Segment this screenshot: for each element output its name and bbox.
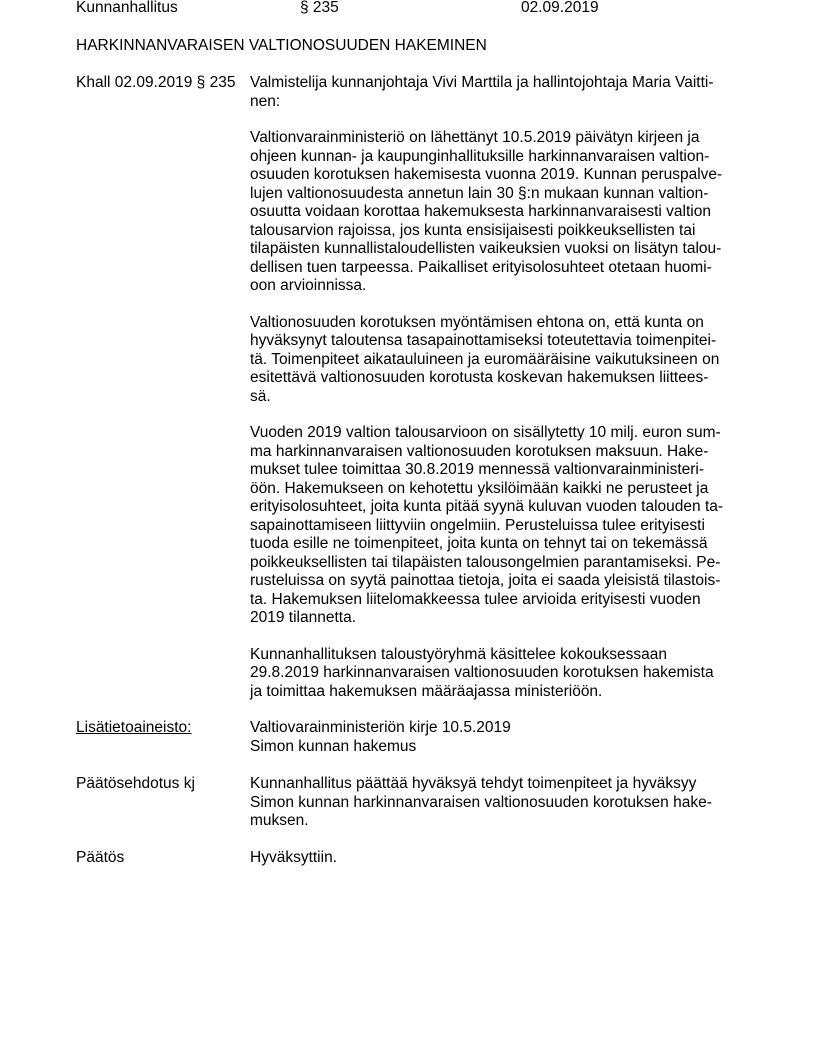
attachment-item: Valtiovarainministeriön kirje 10.5.2019	[250, 719, 511, 736]
attachments-list	[250, 719, 750, 756]
preparer-paragraph	[250, 74, 750, 111]
text-line: muksen.	[250, 812, 309, 829]
text-line: Kunnanhallituksen taloustyöryhmä käsittelee kokouksessaan	[250, 645, 668, 663]
text-line: Simon kunnan harkinnanvaraisen valtionosuuden korotuksen hake-	[250, 793, 712, 811]
text-line: Kunnanhallitus päättää hyväksyä tehdyt toimenpiteet ja hyväksyy	[250, 775, 697, 792]
text-line: ma harkinnanvaraisen valtionosuuden korotuksen maksuun. Hake-	[250, 442, 709, 460]
text-line: 2019 tilannetta.	[250, 609, 357, 626]
text-line: lujen valtionosuudesta annetun lain 30 §:n mukaan kunnan valtion-	[250, 184, 709, 202]
text-line: osuuden korotuksen hakemisesta vuonna 2019. Kunnan peruspalve-	[250, 166, 723, 183]
main-label: Khall 02.09.2019 § 235	[76, 74, 236, 91]
header-date: 02.09.2019	[521, 0, 599, 16]
text-line: Vuoden 2019 valtion talousarvioon on sisällytetty 10 milj. euron sum-	[250, 424, 721, 441]
text-line: Valmistelija kunnanjohtaja Vivi Marttila ja hallintojohtaja Maria Vaitti-	[250, 74, 714, 91]
text-line: ohjeen kunnan- ja kaupunginhallituksille harkinnanvaraisen valtion-	[250, 147, 710, 165]
text-line: talousarvion rajoissa, jos kunta ensisijaisesti poikkeuksellisten tai	[250, 221, 696, 239]
text-line: tä. Toimenpiteet aikatauluineen ja euromääräisine vaikutuksineen on	[250, 350, 720, 368]
text-line: tilapäisten kunnallistaloudellisten vaikeuksien vuoksi on lisätyn talou-	[250, 240, 722, 257]
document-title: HARKINNANVARAISEN VALTIONOSUUDEN HAKEMINEN	[76, 37, 487, 54]
decision-text	[250, 849, 750, 868]
attachment-item: Simon kunnan hakemus	[250, 737, 417, 755]
text-line: Valtionvarainministeriö on lähettänyt 10.5.2019 päivätyn kirjeen ja	[250, 129, 700, 146]
text-line: sä.	[250, 387, 271, 405]
text-line: poikkeuksellisten tai tilapäisten talousongelmien parantamiseksi. Pe-	[250, 553, 721, 571]
proposal-text	[250, 775, 750, 831]
text-line: osuutta voidaan korottaa hakemuksesta harkinnanvaraisesti valtion	[250, 203, 711, 220]
text-line: sapainottamiseen liittyviin ongelmiin. Perusteluissa tulee erityisesti	[250, 516, 705, 534]
proposal-label: Päätösehdotus kj	[76, 775, 195, 792]
text-line: erityisolosuhteet, joita kunta pitää syynä kuluvan vuoden talouden ta-	[250, 498, 724, 515]
text-line: hyväksynyt taloutensa tasapainottamiseksi toteutettavia toimenpitei-	[250, 332, 717, 349]
header-paragraph-number: § 235	[300, 0, 339, 16]
body-paragraph-3	[250, 424, 750, 628]
text-line: 29.8.2019 harkinnanvaraisen valtionosuuden korotuksen hakemista	[250, 664, 714, 681]
text-line: Hyväksyttiin.	[250, 849, 337, 866]
text-line: tuoda esille ne toimenpiteet, joita kunta on tehnyt tai on tekemässä	[250, 535, 708, 552]
text-line: esitettävä valtionosuuden korotusta koskevan hakemuksen liittees-	[250, 369, 709, 386]
main-content	[250, 74, 750, 701]
text-line: öön. Hakemukseen on kehotettu yksilöimään kaikki ne perusteet ja	[250, 479, 709, 497]
text-line: rusteluissa on syytä painottaa tietoja, joita ei saada yleisistä tilastois-	[250, 572, 721, 589]
text-line: mukset tulee toimittaa 30.8.2019 mennessä valtionvarainministeri-	[250, 461, 705, 478]
document-header	[0, 0, 816, 19]
body-paragraph-1	[250, 129, 750, 296]
body-paragraph-2	[250, 314, 750, 407]
text-line: ta. Hakemuksen liitelomakkeessa tulee arvioida erityisesti vuoden	[250, 590, 701, 608]
body-paragraph-4	[250, 646, 750, 702]
attachments-label: Lisätietoaineisto:	[76, 719, 192, 736]
text-line: Valtionosuuden korotuksen myöntämisen ehtona on, että kunta on	[250, 313, 704, 331]
text-line: nen:	[250, 92, 281, 110]
header-organ: Kunnanhallitus	[76, 0, 178, 16]
decision-label: Päätös	[76, 849, 125, 866]
text-line: oon arvioinnissa.	[250, 277, 367, 294]
text-line: dellisen tuen tarpeessa. Paikalliset erityisolosuhteet otetaan huomi-	[250, 258, 712, 276]
text-line: ja toimittaa hakemuksen määräajassa ministeriöön.	[250, 682, 603, 700]
